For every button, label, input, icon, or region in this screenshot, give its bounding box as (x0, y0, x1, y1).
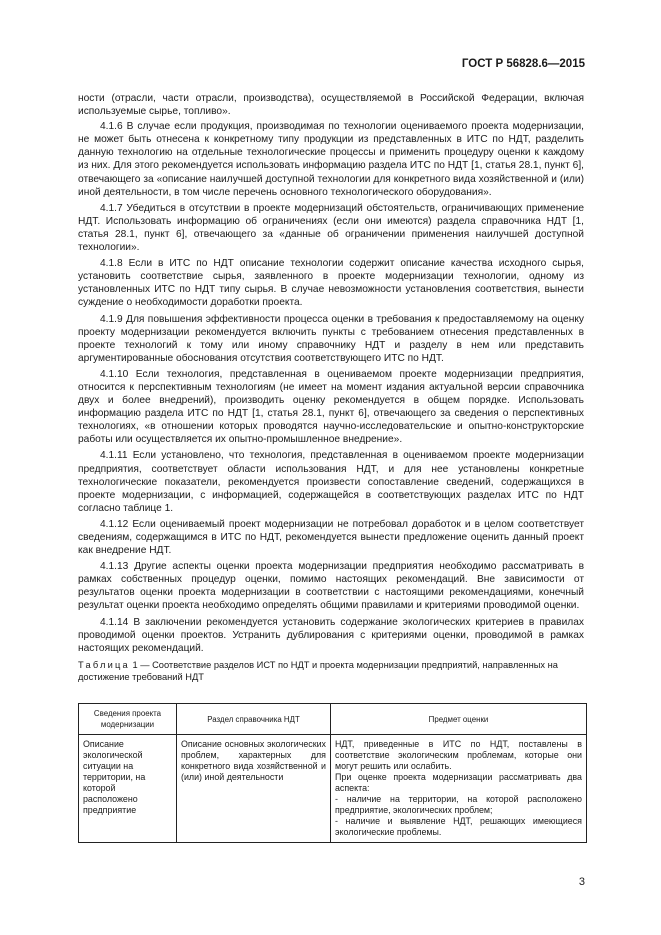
page-number: 3 (578, 876, 585, 888)
assessment-line: - наличие и выявление НДТ, решающих имеющиеся экологические проблемы. (335, 816, 582, 837)
body-text (78, 92, 584, 658)
header-assessment-subject: Предмет оценки (331, 704, 587, 735)
paragraph-4-1-12: 4.1.12 Если оцениваемый проект модернизации не потребовал доработок и в целом соответствует сведениям, содержащимся в ИТС по НДТ, рекомендуется вынести предложение оценить данный проект как внедрение НДТ. (78, 518, 584, 557)
cell-project-info: Описание экологической ситуации на территории, на которой расположено предприятие (79, 735, 177, 843)
paragraph-4-1-9: 4.1.9 Для повышения эффективности процесса оценки в требования к предоставляемому на оценку проекту модернизации рекомендуется включить пункты с требованием отнесения представленных в проекте технологий к тому или иному справочнику НДТ и разделу в нем или представить аргументированные обоснования отсутствия соответствующего ИТС по НДТ. (78, 313, 584, 364)
table-row (79, 735, 587, 843)
paragraph-4-1-8: 4.1.8 Если в ИТС по НДТ описание технологии содержит описание качества исходного сырья, установить соответствие сырья, заявленного в проекте модернизации технологии, одному из установленных ИТС по НДТ типу сырья. В случае невозможности установления соответствия, вынести суждение о необходимости доработки проекта. (78, 258, 584, 309)
paragraph-4-1-13: 4.1.13 Другие аспекты оценки проекта модернизации предприятия необходимо рассматривать в рамках собственных процедур оценки, помимо настоящих рекомендаций. Вне зависимости от результатов оценки проекта модернизации в соответствии с настоящими рекомендациями, конечный результат оценки проекта необходимо определять общими правилами и критериями проводимой оценки. (78, 561, 584, 612)
table-caption (78, 659, 588, 683)
header-handbook-section: Раздел справочника НДТ (177, 704, 331, 735)
document-standard-id: ГОСТ Р 56828.6—2015 (461, 58, 585, 70)
table-caption-text: 1 — Соответствие разделов ИСТ по НДТ и проекта модернизации предприятий, направленных на достижение требований НДТ (78, 660, 558, 682)
cell-handbook-section: Описание основных экологических проблем, характерных для конкретного вида хозяйственной и (или) иной деятельности (177, 735, 331, 843)
paragraph-continuation: ности (отрасли, части отрасли, производства), осуществляемой в Российской Федерации, включая используемые сырье, топливо». (78, 93, 584, 118)
cell-assessment-subject (331, 735, 587, 843)
paragraph-4-1-14: 4.1.14 В заключении рекомендуется установить содержание экологических критериев в правилах проводимой оценки проектов. Устранить дублирования с критериями оценки, проводимой в рамках настоящих рекомендаций. (78, 616, 584, 654)
assessment-line: НДТ, приведенные в ИТС по НДТ, поставлены в соответствие экологическим проблемам, которые они могут решить или ослабить. (335, 739, 582, 771)
paragraph-4-1-7: 4.1.7 Убедиться в отсутствии в проекте модернизаций обстоятельств, ограничивающих применение НДТ. Использовать информацию об ограничениях (если они имеются) раздела справочника НДТ [1, статья 28.1, пункт 6], отвечающего за «данные об ограничении применения наилучшей доступной технологии». (78, 202, 584, 254)
paragraph-4-1-6: 4.1.6 В случае если продукция, производимая по технологии оцениваемого проекта модернизации, не может быть отнесена к конкретному типу продукции из представленных в ИТС по НДТ, разделить данную технологию на отдельные технологические процессы и применить процедуру оценки к каждому из них. Для этого рекомендуется использовать информацию раздела ИТС по НДТ [1, статья 28.1, пункт 6], отвечающего за «описание наилучшей доступной технологии для конкретного вида хозяйственной и (или) иной деятельности, в том числе перечень основного технологического оборудования». (78, 121, 584, 198)
correspondence-table (78, 703, 587, 843)
table-header-row (79, 704, 587, 735)
table-caption-label: Таблица (78, 660, 130, 670)
assessment-line: При оценке проекта модернизации рассматривать два аспекта: (335, 772, 582, 793)
paragraph-4-1-11: 4.1.11 Если установлено, что технология, представленная в оцениваемом проекте модернизации предприятия, соответствует области использования НДТ, и для нее установлены конкретные технологические показатели, рекомендуется произвести сопоставление сведений, содержащихся в проекте модернизации, с информацией, содержащейся в соответствующих разделах ИТС по НДТ согласно таблице 1. (78, 450, 584, 514)
paragraph-4-1-10: 4.1.10 Если технология, представленная в оцениваемом проекте модернизации предприятия, относится к перспективным технологиям (не имеет на момент издания актуальной версии справочника двух и более внедрений), производить оценку рекомендуется в общем порядке. Использовать информацию раздела ИТС по НДТ [1, статья 28.1, пункт 6], отвечающего за сведения о перспективных технологиях, «в отношении которых проводятся научно-исследовательские и опытно-конструкторские работы или осуществляется их опытно-промышленное внедрение». (78, 368, 584, 446)
header-project-info: Сведения проекта модернизации (79, 704, 177, 735)
assessment-line: - наличие на территории, на которой расположено предприятие, экологических проблем; (335, 794, 582, 815)
